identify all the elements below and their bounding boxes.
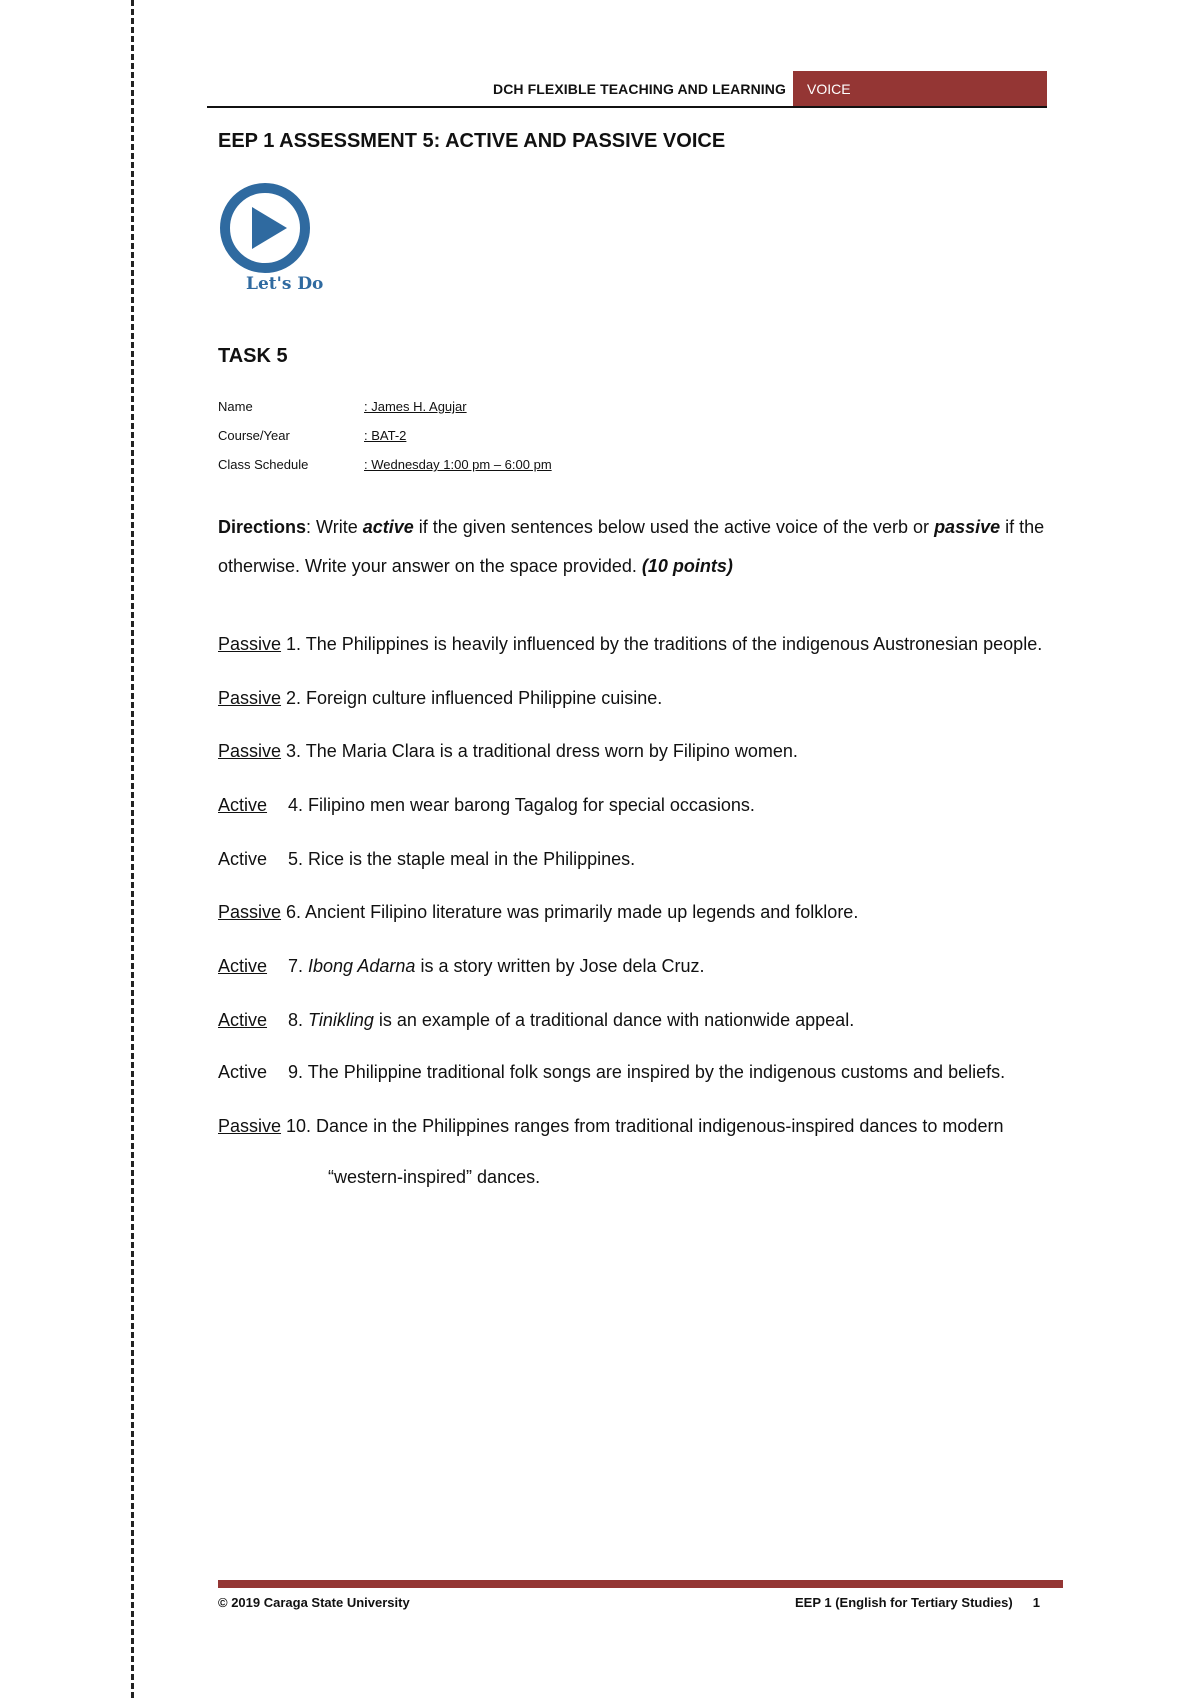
item-rest: is a story written by Jose dela Cruz.: [415, 956, 705, 976]
info-label: Class Schedule: [218, 457, 309, 472]
points-note: (10 points): [641, 556, 733, 576]
item-text: 6. Ancient Filipino literature was primarily made up legends and folklore.: [281, 902, 859, 922]
answer: Passive: [218, 902, 282, 922]
footer-rule: [218, 1580, 1063, 1588]
page-header: [207, 71, 1047, 108]
item-text: [288, 1010, 854, 1031]
item-text: 3. The Maria Clara is a traditional dress worn by Filipino women.: [281, 741, 798, 761]
italic-title: Tinikling: [308, 1010, 374, 1030]
header-badge: VOICE: [793, 71, 1047, 106]
item-text: 5. Rice is the staple meal in the Philippines.: [288, 849, 636, 869]
answer: Active: [218, 795, 268, 815]
answer: Passive: [218, 741, 282, 761]
list-item: [218, 741, 798, 762]
directions-text: if the given sentences below used the active voice of the verb or: [413, 517, 935, 537]
task-heading: TASK 5: [218, 345, 288, 367]
lets-do-label: Let's Do: [246, 274, 324, 294]
item-text: 9. The Philippine traditional folk songs are inspired by the indigenous customs and beliefs.: [288, 1062, 1006, 1082]
info-label: Name: [218, 399, 253, 414]
answer: Passive: [218, 1116, 282, 1136]
list-item: [218, 688, 662, 709]
item-text: [288, 956, 705, 977]
page-number: 1: [1032, 1595, 1040, 1610]
info-value: : BAT-2: [364, 428, 407, 443]
italic-title: Ibong Adarna: [308, 956, 416, 976]
info-value: : James H. Agujar: [364, 399, 467, 414]
item-text: 10. Dance in the Philippines ranges from traditional indigenous-inspired dances to modern: [281, 1116, 1004, 1136]
answer: Active: [218, 849, 268, 869]
list-item: [218, 902, 858, 923]
footer-course-title: EEP 1 (English for Tertiary Studies): [795, 1595, 1013, 1610]
info-value: : Wednesday 1:00 pm – 6:00 pm: [364, 457, 552, 472]
answer: Active: [218, 956, 268, 976]
item-10-continuation: “western-inspired” dances.: [328, 1167, 541, 1187]
answer: Active: [218, 1010, 268, 1030]
list-item: [218, 1116, 1003, 1137]
directions-lead: Directions: [218, 517, 307, 537]
footer-course: [795, 1595, 1040, 1610]
directions-paragraph: [218, 508, 1068, 586]
footer-copyright: © 2019 Caraga State University: [218, 1595, 410, 1610]
item-text: 2. Foreign culture influenced Philippine cuisine.: [281, 688, 663, 708]
assessment-title: EEP 1 ASSESSMENT 5: ACTIVE AND PASSIVE VOICE: [218, 130, 726, 152]
item-number: 7.: [288, 956, 309, 976]
keyword-active: active: [362, 517, 414, 537]
item-number: 8.: [288, 1010, 309, 1030]
binding-margin-line: [131, 0, 134, 1698]
answer: Passive: [218, 634, 282, 654]
keyword-passive: passive: [934, 517, 1001, 537]
item-rest: is an example of a traditional dance with nationwide appeal.: [373, 1010, 855, 1030]
answer: Active: [218, 1062, 268, 1082]
directions-text: if the otherwise. Write your answer on the space provided.: [218, 517, 1045, 576]
header-title: DCH FLEXIBLE TEACHING AND LEARNING: [493, 81, 786, 97]
answer: Passive: [218, 688, 282, 708]
info-label: Course/Year: [218, 428, 290, 443]
list-item: [218, 634, 1042, 655]
item-text: 4. Filipino men wear barong Tagalog for special occasions.: [288, 795, 755, 815]
item-text: 1. The Philippines is heavily influenced by the traditions of the indigenous Austronesian people.: [281, 634, 1043, 654]
directions-text: : Write: [306, 517, 363, 537]
